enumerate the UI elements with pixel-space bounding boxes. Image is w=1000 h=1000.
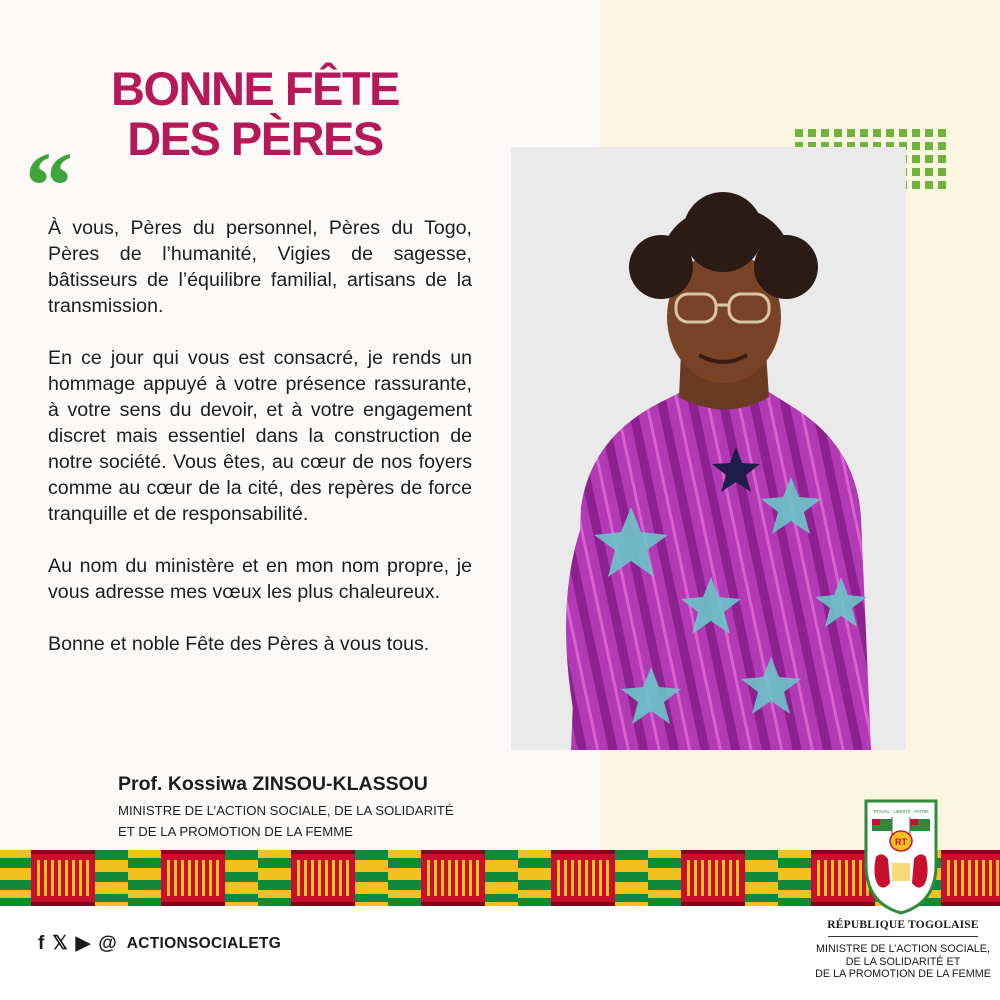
kente-green-stripe [128,880,161,890]
kente-green-stripe [225,894,258,902]
kente-green-stripe [355,850,388,860]
kente-sun-ray [448,860,451,896]
kente-sun-ray [167,860,170,896]
kente-pattern-band [0,850,1000,906]
kente-sun-ray [831,860,834,896]
kente-green-stripe [778,898,811,906]
grid-dot [899,129,907,137]
kente-sun-ray [845,860,848,896]
grid-dot [925,168,933,176]
kente-sun-ray [564,860,567,896]
kente-sun-ray [188,860,191,896]
grid-dot [938,142,946,150]
kente-sun-ray [455,860,458,896]
kente-red-edge [681,902,745,906]
kente-sun-ray [722,860,725,896]
kente-sun-ray [838,860,841,896]
message-paragraph: Bonne et noble Fête des Pères à vous tous. [48,633,430,655]
grid-dot [912,155,920,163]
grid-dot [912,181,920,189]
grid-dot [860,129,868,137]
page-title [95,64,415,164]
kente-sun-ray [715,860,718,896]
kente-sun-ray [202,860,205,896]
grid-dot [925,129,933,137]
kente-red-edge [291,850,355,854]
kente-sun-ray [72,860,75,896]
kente-red-edge [291,902,355,906]
kente-sun-ray [37,860,40,896]
kente-red-edge [31,850,95,854]
title-line-2: DES PÈRES [127,112,383,165]
signatory-name: Prof. Kossiwa ZINSOU-KLASSOU [118,773,428,795]
kente-green-stripe [485,894,518,902]
kente-green-stripe [388,858,421,868]
seal-motto: TRAVAIL · LIBERTÉ · PATRIE [873,809,929,814]
kente-sun-ray [592,860,595,896]
youtube-icon[interactable]: ▶ [75,933,91,954]
kente-green-stripe [258,880,291,890]
kente-green-stripe [485,850,518,860]
republic-name: RÉPUBLIQUE TOGOLAISE [827,919,979,931]
portrait-illustration [511,147,906,750]
kente-green-stripe [745,872,778,882]
kente-red-panel [31,850,95,906]
kente-red-edge [161,902,225,906]
kente-sun-ray [701,860,704,896]
kente-sun-ray [694,860,697,896]
message-paragraph: En ce jour qui vous est consacré, je rends un hommage appuyé à votre présence rassurante, à votre sens du devoir, et à votre engagement discret mais essentiel dans la construction de notre société. Vous êtes, au cœur de nos foyers comme au cœur de la cité, des repères de force tranquille et de responsabilité. [48,347,472,525]
grid-dot [925,142,933,150]
kente-green-stripe [648,858,681,868]
kente-sun-ray [174,860,177,896]
kente-sun-ray [578,860,581,896]
kente-sun-ray [86,860,89,896]
kente-red-panel [291,850,355,906]
kente-green-stripe [518,898,551,906]
seal-rt: RT [895,837,907,847]
kente-red-edge [421,902,485,906]
kente-sun-ray [462,860,465,896]
emblem-divider [828,936,978,937]
kente-green-stripe [615,894,648,902]
kente-sun-ray [606,860,609,896]
kente-green-stripe [0,880,31,890]
kente-red-edge [31,902,95,906]
kente-red-edge [941,850,1000,854]
kente-sun-ray [585,860,588,896]
kente-green-stripe [778,880,811,890]
ministry-line-2: DE LA SOLIDARITÉ ET [845,955,961,968]
kente-red-panel [681,850,745,906]
grid-dot [795,129,803,137]
kente-green-stripe [518,858,551,868]
grid-dot [847,129,855,137]
grid-dot [912,129,920,137]
minister-portrait [511,147,906,750]
kente-sun-ray [318,860,321,896]
grid-dot [873,129,881,137]
kente-green-stripe [95,894,128,902]
kente-green-stripe [225,872,258,882]
kente-sun-ray [736,860,739,896]
kente-green-stripe [128,898,161,906]
kente-green-stripe [95,850,128,860]
kente-sun-ray [195,860,198,896]
kente-sun-ray [476,860,479,896]
kente-sun-ray [427,860,430,896]
kente-green-stripe [615,872,648,882]
kente-sun-ray [947,860,950,896]
kente-sun-ray [824,860,827,896]
kente-red-panel [161,850,225,906]
emblem-caption [808,919,998,981]
social-links [38,932,281,956]
kente-sun-ray [311,860,314,896]
quote-mark-icon: “ [25,132,73,239]
grid-dot [938,129,946,137]
kente-sun-ray [65,860,68,896]
kente-sun-ray [954,860,957,896]
x-icon[interactable]: 𝕏 [52,933,68,954]
grid-dot [808,129,816,137]
kente-green-stripe [648,898,681,906]
kente-sun-ray [968,860,971,896]
kente-green-stripe [615,850,648,860]
kente-sun-ray [982,860,985,896]
title-line-1: BONNE FÊTE [111,62,399,115]
kente-sun-ray [599,860,602,896]
kente-green-stripe [128,858,161,868]
kente-sun-ray [817,860,820,896]
kente-green-stripe [485,872,518,882]
signatory-title-line-1: MINISTRE DE L’ACTION SOCIALE, DE LA SOLIDARITÉ [118,803,454,818]
grid-dot [912,142,920,150]
kente-green-stripe [778,858,811,868]
kente-sun-ray [469,860,472,896]
grid-dot [821,129,829,137]
kente-red-panel [551,850,615,906]
kente-green-stripe [648,880,681,890]
kente-green-stripe [518,880,551,890]
kente-red-panel [421,850,485,906]
kente-red-edge [551,902,615,906]
message-paragraph: Au nom du ministère et en mon nom propre, je vous adresse mes vœux les plus chaleureux. [48,555,472,603]
kente-sun-ray [297,860,300,896]
message-body [48,215,472,657]
ministry-line-1: MINISTRE DE L’ACTION SOCIALE, [816,943,990,955]
kente-green-stripe [258,858,291,868]
kente-sun-ray [209,860,212,896]
kente-green-stripe [225,850,258,860]
grid-dot [938,181,946,189]
kente-sun-ray [996,860,999,896]
kente-green-stripe [745,894,778,902]
grid-dot [834,129,842,137]
grid-dot [938,155,946,163]
grid-dot [912,168,920,176]
kente-sun-ray [441,860,444,896]
kente-sun-ray [961,860,964,896]
kente-green-stripe [355,872,388,882]
kente-sun-ray [216,860,219,896]
kente-green-stripe [95,872,128,882]
kente-green-stripe [388,898,421,906]
kente-sun-ray [58,860,61,896]
kente-sun-ray [434,860,437,896]
kente-green-stripe [258,898,291,906]
ministry-line-3: DE LA PROMOTION DE LA FEMME [815,968,991,980]
kente-sun-ray [332,860,335,896]
kente-green-stripe [0,858,31,868]
kente-green-stripe [388,880,421,890]
kente-pattern-illustration [0,850,1000,906]
kente-sun-ray [557,860,560,896]
kente-sun-ray [708,860,711,896]
signatory-title-line-2: ET DE LA PROMOTION DE LA FEMME [118,824,353,839]
kente-red-edge [161,850,225,854]
kente-sun-ray [51,860,54,896]
kente-sun-ray [79,860,82,896]
ministry-name [808,943,998,981]
kente-sun-ray [325,860,328,896]
kente-green-stripe [355,894,388,902]
kente-red-edge [941,902,1000,906]
grid-dot [925,181,933,189]
kente-sun-ray [571,860,574,896]
facebook-icon[interactable]: f [38,933,45,954]
kente-sun-ray [729,860,732,896]
kente-sun-ray [346,860,349,896]
kente-green-stripe [0,898,31,906]
kente-sun-ray [44,860,47,896]
kente-red-edge [551,850,615,854]
grid-dot [938,168,946,176]
signature-block [118,772,538,842]
kente-sun-ray [339,860,342,896]
togo-coat-of-arms-icon [862,795,940,915]
kente-red-edge [421,850,485,854]
signatory-title [118,800,538,842]
kente-sun-ray [181,860,184,896]
social-handle[interactable]: ACTIONSOCIALETG [126,935,282,952]
message-paragraph: À vous, Pères du personnel, Pères du Togo, Pères de l’humanité, Vigies de sagesse, bâtisseurs de l’équilibre familial, artisans de la transmission. [48,217,472,317]
kente-sun-ray [687,860,690,896]
grid-dot [886,129,894,137]
at-icon[interactable]: @ [98,933,117,954]
kente-sun-ray [852,860,855,896]
kente-green-stripe [745,850,778,860]
kente-sun-ray [989,860,992,896]
kente-red-edge [681,850,745,854]
kente-sun-ray [975,860,978,896]
grid-dot [925,155,933,163]
kente-sun-ray [304,860,307,896]
